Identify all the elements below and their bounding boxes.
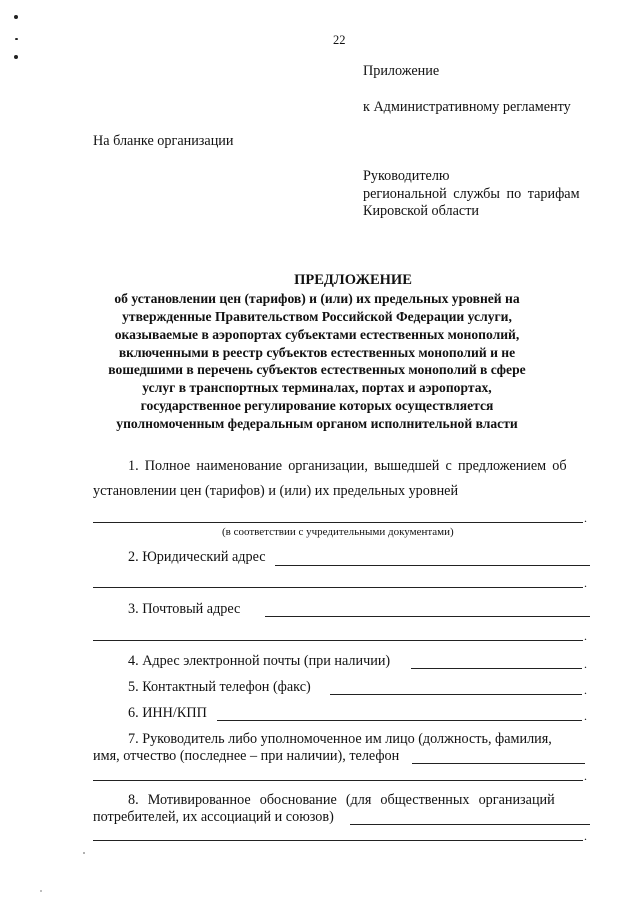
title-line: об установлении цен (тарифов) и (или) их предельных уровней на bbox=[114, 291, 520, 306]
item-7-text: 7. Руководитель либо уполномоченное им лицо (должность, фамилия, bbox=[128, 731, 552, 747]
scan-speck bbox=[40, 890, 42, 892]
phone-field[interactable] bbox=[330, 694, 582, 695]
item-5-label: 5. Контактный телефон (факс) bbox=[128, 679, 311, 695]
item-8-text: потребителей, их ассоциаций и союзов) bbox=[93, 809, 334, 825]
line-end-mark: . bbox=[584, 829, 587, 843]
representative-field-2[interactable] bbox=[93, 780, 583, 781]
line-end-mark: . bbox=[584, 576, 587, 590]
item-8-text: 8. Мотивированное обоснование (для общественных организаций bbox=[128, 792, 555, 808]
margin-mark bbox=[15, 38, 18, 40]
line-end-mark: . bbox=[584, 511, 587, 525]
email-field[interactable] bbox=[411, 668, 582, 669]
line-end-mark: . bbox=[584, 769, 587, 783]
title-line: услуг в транспортных терминалах, портах и аэропортах, bbox=[142, 380, 492, 395]
margin-mark bbox=[14, 55, 18, 59]
page-number: 22 bbox=[333, 33, 346, 47]
item-4-label: 4. Адрес электронной почты (при наличии) bbox=[128, 653, 391, 669]
title-line: вошедшими в перечень субъектов естественных монополий в сфере bbox=[108, 362, 526, 377]
line-end-mark: . bbox=[584, 657, 587, 671]
appendix-label: Приложение bbox=[363, 63, 440, 79]
item-1-text: 1. Полное наименование организации, вышедшей с предложением об bbox=[128, 458, 567, 474]
title-line: оказываемые в аэропортах субъектами естественных монополий, bbox=[114, 327, 520, 342]
letterhead-label: На бланке организации bbox=[93, 133, 234, 149]
justification-field-2[interactable] bbox=[93, 840, 583, 841]
recipient-line: Кировской области bbox=[363, 203, 479, 219]
title-line: государственное регулирование которых осуществляется bbox=[140, 398, 494, 413]
postal-address-field[interactable] bbox=[265, 616, 590, 617]
legal-address-field[interactable] bbox=[275, 565, 590, 566]
margin-mark bbox=[14, 15, 18, 19]
item-6-label: 6. ИНН/КПП bbox=[128, 705, 207, 721]
item-1-text: установлении цен (тарифов) и (или) их предельных уровней bbox=[93, 483, 459, 499]
postal-address-field-2[interactable] bbox=[93, 640, 583, 641]
legal-address-field-2[interactable] bbox=[93, 587, 583, 588]
justification-field[interactable] bbox=[350, 824, 590, 825]
recipient-line: Руководителю bbox=[363, 168, 450, 184]
item-7-text: имя, отчество (последнее – при наличии), телефон bbox=[93, 748, 400, 764]
line-end-mark: . bbox=[584, 683, 587, 697]
title-line: включенными в реестр субъектов естественных монополий и не bbox=[118, 345, 516, 360]
representative-field[interactable] bbox=[412, 763, 585, 764]
inn-kpp-field[interactable] bbox=[217, 720, 582, 721]
item-3-label: 3. Почтовый адрес bbox=[128, 601, 241, 617]
title-line: утвержденные Правительством Российской Федерации услуги, bbox=[122, 309, 512, 324]
title-heading: ПРЕДЛОЖЕНИЕ bbox=[294, 272, 412, 288]
reglament-label: к Административному регламенту bbox=[363, 99, 571, 115]
title-line: уполномоченным федеральным органом исполнительной власти bbox=[116, 416, 518, 431]
organization-name-field[interactable] bbox=[93, 522, 583, 523]
line-end-mark: . bbox=[584, 709, 587, 723]
scan-speck bbox=[83, 852, 85, 854]
item-1-hint: (в соответствии с учредительными документами) bbox=[222, 526, 454, 538]
recipient-line: региональной службы по тарифам bbox=[363, 186, 580, 202]
item-2-label: 2. Юридический адрес bbox=[128, 549, 266, 565]
line-end-mark: . bbox=[584, 629, 587, 643]
